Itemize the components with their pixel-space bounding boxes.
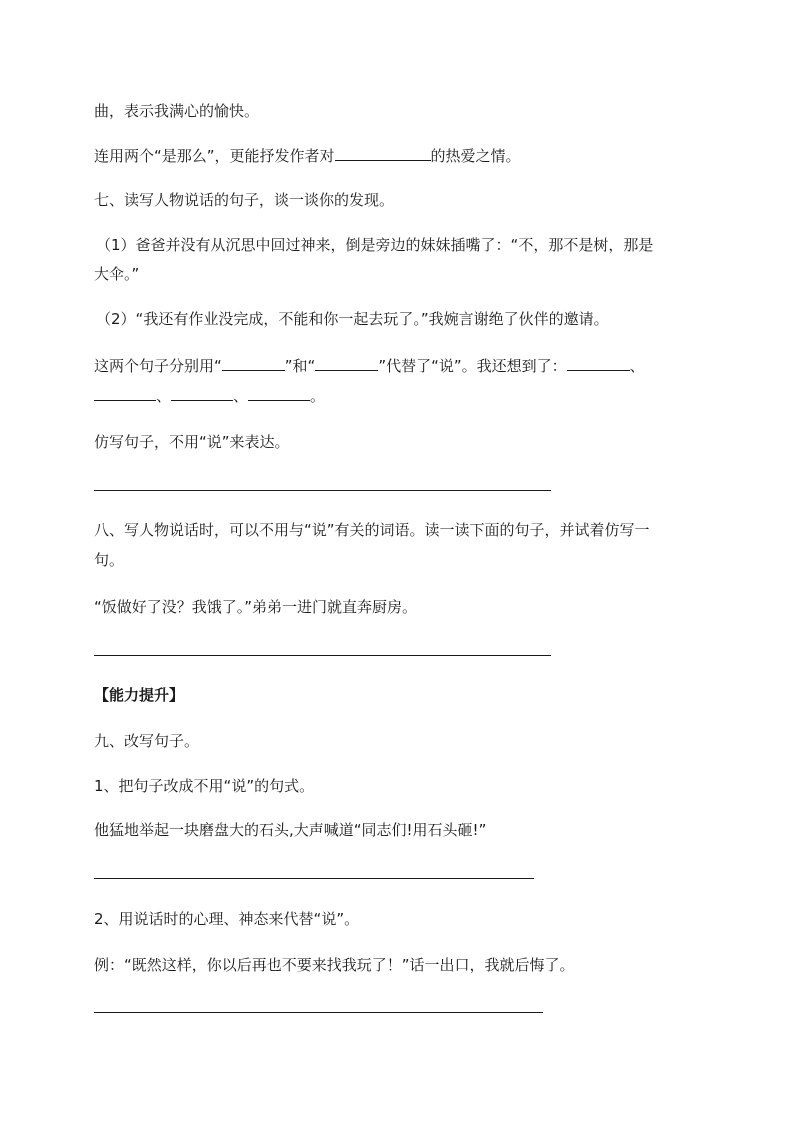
- fill-blank[interactable]: [567, 356, 630, 371]
- text-segment: 。: [310, 387, 326, 405]
- question-heading: 七、读写人物说话的句子，谈一谈你的发现。: [94, 191, 395, 209]
- text-line: 曲，表示我满心的愉快。: [94, 102, 260, 120]
- instruction: 仿写句子，不用“说”来表达。: [94, 433, 290, 451]
- section-title: 【能力提升】: [94, 686, 185, 704]
- text-segment: 、: [156, 387, 172, 405]
- answer-line[interactable]: [94, 878, 534, 879]
- text-segment: 、: [629, 357, 645, 375]
- example-sentence: （2）“我还有作业没完成，不能和你一起去玩了。”我婉言谢绝了伙伴的邀请。: [96, 310, 609, 328]
- fill-blank[interactable]: [94, 386, 156, 401]
- question-heading: 九、改写句子。: [94, 732, 200, 750]
- text-line: [94, 386, 325, 406]
- text-segment: 这两个句子分别用“: [94, 357, 222, 375]
- question-heading: 句。: [94, 551, 125, 569]
- fill-blank[interactable]: [171, 386, 233, 401]
- example-sentence: 例：“既然这样，你以后再也不要来找我玩了！”话一出口，我就后悔了。: [94, 956, 575, 974]
- text-segment: 、: [233, 387, 249, 405]
- text-segment: ”和“: [284, 357, 316, 375]
- text-segment: 连用两个“是那么”，更能抒发作者对: [94, 147, 335, 165]
- example-sentence: “饭做好了没？我饿了。”弟弟一进门就直奔厨房。: [94, 598, 418, 616]
- answer-line[interactable]: [94, 1012, 543, 1013]
- text-line: [94, 146, 521, 166]
- fill-blank[interactable]: [248, 386, 310, 401]
- sub-question: 1、把句子改成不用“说”的句式。: [94, 777, 315, 795]
- answer-line[interactable]: [94, 655, 551, 656]
- example-sentence: 大伞。”: [94, 265, 140, 283]
- question-heading: 八、写人物说话时，可以不用与“说”有关的词语。读一读下面的句子，并试着仿写一: [94, 521, 650, 539]
- answer-line[interactable]: [94, 490, 551, 491]
- fill-blank[interactable]: [315, 356, 378, 371]
- text-line: [94, 356, 645, 376]
- fill-blank[interactable]: [335, 146, 431, 161]
- fill-blank[interactable]: [222, 356, 285, 371]
- example-sentence: （1）爸爸并没有从沉思中回过神来，倒是旁边的妹妹插嘴了：“不，那不是树，那是: [96, 236, 654, 254]
- sub-question: 2、用说话时的心理、神态来代替“说”。: [94, 910, 360, 928]
- text-segment: 的热爱之情。: [430, 147, 521, 165]
- text-segment: ”代替了“说”。我还想到了：: [378, 357, 567, 375]
- example-sentence: 他猛地举起一块磨盘大的石头,大声喊道“同志们!用石头砸!”: [94, 821, 487, 839]
